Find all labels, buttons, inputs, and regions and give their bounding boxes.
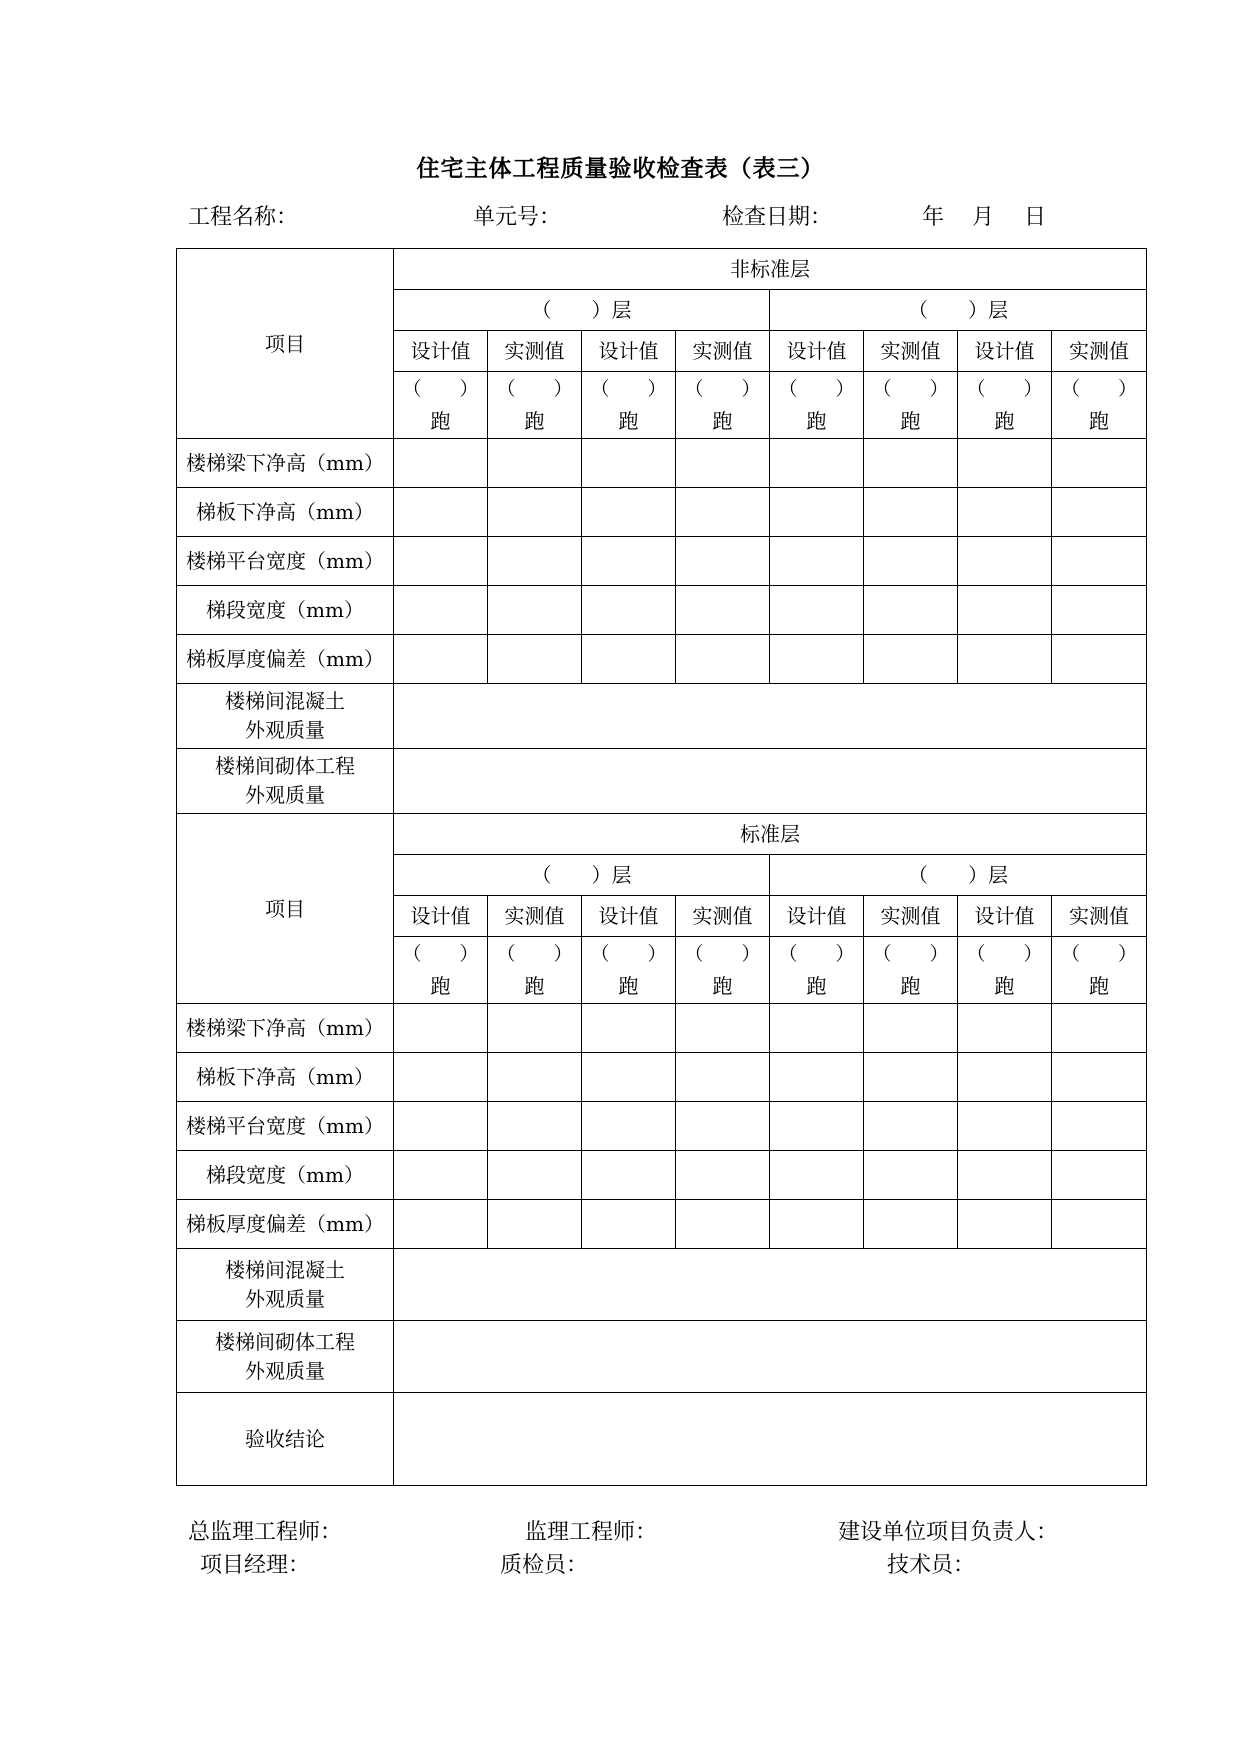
floor-label-cell: （ ）层 [394,855,770,896]
entry-cell[interactable] [488,635,582,684]
technician-label: 技术员： [887,1553,976,1578]
entry-cell[interactable] [770,537,864,586]
entry-cell[interactable] [770,1102,864,1151]
section-header-row [177,814,1147,855]
run-number-blank: （ ） [1060,378,1137,400]
quality-entry-cell[interactable] [394,1321,1147,1393]
entry-cell[interactable] [394,1004,488,1053]
quality-label-line: 外观质量 [245,783,325,807]
row-label: 楼梯梁下净高（mm） [177,1004,394,1053]
entry-cell[interactable] [770,1200,864,1249]
design-value-header: 设计值 [770,896,864,937]
run-label: 跑 [900,409,921,433]
table-row [177,1102,1147,1151]
entry-cell[interactable] [582,586,676,635]
project-manager-label: 项目经理： [200,1553,311,1578]
entry-cell[interactable] [958,1151,1052,1200]
quality-label-line: 楼梯间砌体工程 [215,754,355,778]
entry-cell[interactable] [864,1200,958,1249]
floor-label-cell: （ ）层 [770,290,1147,331]
entry-cell[interactable] [394,1151,488,1200]
date-month-label: 月 [972,205,995,230]
run-label-cell [394,937,488,1004]
quality-row [177,749,1147,814]
entry-cell[interactable] [770,1053,864,1102]
entry-cell[interactable] [676,1004,770,1053]
entry-cell[interactable] [864,488,958,537]
entry-cell[interactable] [582,1151,676,1200]
entry-cell[interactable] [394,586,488,635]
section-title-cell: 非标准层 [394,249,1147,290]
unit-number-label: 单元号： [473,205,562,230]
owner-lead-label: 建设单位项目负责人： [838,1520,1059,1545]
run-label: 跑 [1089,974,1109,998]
run-label-cell [676,937,770,1004]
entry-cell[interactable] [582,1004,676,1053]
entry-cell[interactable] [864,635,958,684]
entry-cell[interactable] [676,586,770,635]
run-number-blank: （ ） [402,378,479,400]
row-label: 楼梯平台宽度（mm） [177,1102,394,1151]
measured-value-header: 实测值 [1052,331,1147,372]
run-label-cell [864,372,958,439]
inspector-label: 质检员： [500,1553,589,1578]
project-name-label: 工程名称： [188,205,299,230]
entry-cell[interactable] [488,1004,582,1053]
quality-label-line: 楼梯间混凝土 [225,1257,345,1282]
table-row [177,1151,1147,1200]
quality-label-line: 外观质量 [245,1286,325,1311]
quality-label [177,684,394,749]
run-label: 跑 [430,409,451,433]
run-label: 跑 [900,974,921,998]
entry-cell[interactable] [394,635,488,684]
run-label: 跑 [712,409,733,433]
quality-row [177,1321,1147,1393]
table-body [177,249,1147,1486]
design-value-header: 设计值 [958,896,1052,937]
conclusion-label: 验收结论 [177,1393,394,1486]
measured-value-header: 实测值 [864,331,958,372]
quality-label-line: 外观质量 [245,718,325,742]
quality-label-line: 外观质量 [245,1358,325,1383]
run-number-blank: （ ） [684,943,761,965]
entry-cell[interactable] [958,1200,1052,1249]
entry-cell[interactable] [582,1053,676,1102]
run-label: 跑 [806,974,827,998]
run-number-blank: （ ） [402,943,479,965]
entry-cell[interactable] [394,537,488,586]
measured-value-header: 实测值 [488,896,582,937]
quality-label-line: 楼梯间混凝土 [225,689,345,713]
run-label-cell [488,937,582,1004]
entry-cell[interactable] [676,1151,770,1200]
entry-cell[interactable] [770,439,864,488]
entry-cell[interactable] [1052,635,1147,684]
entry-cell[interactable] [958,537,1052,586]
entry-cell[interactable] [676,635,770,684]
entry-cell[interactable] [864,1102,958,1151]
quality-entry-cell[interactable] [394,749,1147,814]
section-header-row [177,249,1147,290]
measured-value-header: 实测值 [488,331,582,372]
table-row [177,488,1147,537]
chief-supervisor-label: 总监理工程师： [188,1520,343,1545]
design-value-header: 设计值 [394,896,488,937]
measured-value-header: 实测值 [864,896,958,937]
date-year-label: 年 [922,205,945,230]
entry-cell[interactable] [488,439,582,488]
conclusion-entry-cell[interactable] [394,1393,1147,1486]
entry-cell[interactable] [770,1004,864,1053]
inspection-table [176,248,1147,1486]
supervisor-label: 监理工程师： [525,1520,658,1545]
entry-cell[interactable] [864,1151,958,1200]
design-value-header: 设计值 [958,331,1052,372]
quality-label [177,1249,394,1321]
run-number-blank: （ ） [778,943,855,965]
entry-cell[interactable] [676,1053,770,1102]
entry-cell[interactable] [582,537,676,586]
row-label: 梯段宽度（mm） [177,1151,394,1200]
table-row [177,1004,1147,1053]
entry-cell[interactable] [676,488,770,537]
quality-row [177,684,1147,749]
item-header-cell: 项目 [177,814,394,1004]
entry-cell[interactable] [958,1004,1052,1053]
entry-cell[interactable] [488,1102,582,1151]
design-value-header: 设计值 [582,896,676,937]
run-number-blank: （ ） [496,943,573,965]
entry-cell[interactable] [582,635,676,684]
entry-cell[interactable] [864,1053,958,1102]
run-label-cell [1052,937,1147,1004]
entry-cell[interactable] [394,439,488,488]
entry-cell[interactable] [488,1151,582,1200]
run-label: 跑 [994,974,1015,998]
run-number-blank: （ ） [966,378,1043,400]
entry-cell[interactable] [864,439,958,488]
entry-cell[interactable] [1052,1004,1147,1053]
entry-cell[interactable] [1052,586,1147,635]
design-value-header: 设计值 [770,331,864,372]
entry-cell[interactable] [770,1151,864,1200]
run-label-cell [770,372,864,439]
run-number-blank: （ ） [496,378,573,400]
table-row [177,586,1147,635]
table-row [177,537,1147,586]
run-label: 跑 [524,974,545,998]
run-label-cell [864,937,958,1004]
run-label: 跑 [994,409,1015,433]
entry-cell[interactable] [488,1053,582,1102]
entry-cell[interactable] [582,1200,676,1249]
run-number-blank: （ ） [966,943,1043,965]
entry-cell[interactable] [770,635,864,684]
entry-cell[interactable] [488,586,582,635]
entry-cell[interactable] [958,1053,1052,1102]
entry-cell[interactable] [488,1200,582,1249]
item-header-cell: 项目 [177,249,394,439]
run-label-cell [770,937,864,1004]
entry-cell[interactable] [394,1200,488,1249]
row-label: 楼梯平台宽度（mm） [177,537,394,586]
floor-label-cell: （ ）层 [770,855,1147,896]
run-number-blank: （ ） [590,943,667,965]
entry-cell[interactable] [1052,488,1147,537]
floor-label-cell: （ ）层 [394,290,770,331]
entry-cell[interactable] [488,537,582,586]
entry-cell[interactable] [676,1102,770,1151]
run-label: 跑 [618,974,639,998]
entry-cell[interactable] [488,488,582,537]
entry-cell[interactable] [770,488,864,537]
entry-cell[interactable] [676,1200,770,1249]
quality-label-line: 楼梯间砌体工程 [215,1329,355,1354]
run-label-cell [582,937,676,1004]
run-label-cell [582,372,676,439]
run-label: 跑 [712,974,733,998]
quality-row [177,1249,1147,1321]
entry-cell[interactable] [958,439,1052,488]
measured-value-header: 实测值 [676,331,770,372]
entry-cell[interactable] [958,488,1052,537]
entry-cell[interactable] [394,1053,488,1102]
entry-cell[interactable] [958,1102,1052,1151]
entry-cell[interactable] [582,1102,676,1151]
section-title-cell: 标准层 [394,814,1147,855]
run-label-cell [394,372,488,439]
run-label: 跑 [806,409,827,433]
row-label: 楼梯梁下净高（mm） [177,439,394,488]
table-row [177,439,1147,488]
entry-cell[interactable] [958,586,1052,635]
entry-cell[interactable] [394,488,488,537]
row-label: 梯板下净高（mm） [177,488,394,537]
form-title: 住宅主体工程质量验收检查表（表三） [416,155,825,182]
quality-entry-cell[interactable] [394,684,1147,749]
run-label-cell [676,372,770,439]
entry-cell[interactable] [676,537,770,586]
table-row [177,1053,1147,1102]
date-day-label: 日 [1024,205,1047,230]
entry-cell[interactable] [1052,1200,1147,1249]
run-number-blank: （ ） [872,378,949,400]
entry-cell[interactable] [1052,1053,1147,1102]
row-label: 梯段宽度（mm） [177,586,394,635]
entry-cell[interactable] [958,635,1052,684]
run-number-blank: （ ） [872,943,949,965]
run-number-blank: （ ） [684,378,761,400]
entry-cell[interactable] [1052,439,1147,488]
quality-label [177,749,394,814]
design-value-header: 设计值 [394,331,488,372]
run-number-blank: （ ） [778,378,855,400]
entry-cell[interactable] [582,439,676,488]
run-label: 跑 [430,974,451,998]
entry-cell[interactable] [864,1004,958,1053]
row-label: 梯板下净高（mm） [177,1053,394,1102]
run-label-cell [1052,372,1147,439]
entry-cell[interactable] [864,586,958,635]
table-row [177,635,1147,684]
run-label-cell [958,372,1052,439]
entry-cell[interactable] [394,1102,488,1151]
entry-cell[interactable] [582,488,676,537]
row-label: 梯板厚度偏差（mm） [177,635,394,684]
design-value-header: 设计值 [582,331,676,372]
quality-label [177,1321,394,1393]
entry-cell[interactable] [864,537,958,586]
check-date-label: 检查日期： [722,205,833,230]
measured-value-header: 实测值 [676,896,770,937]
conclusion-row [177,1393,1147,1486]
measured-value-header: 实测值 [1052,896,1147,937]
run-label-cell [488,372,582,439]
run-label: 跑 [618,409,639,433]
run-number-blank: （ ） [1060,943,1137,965]
quality-entry-cell[interactable] [394,1249,1147,1321]
entry-cell[interactable] [1052,537,1147,586]
run-label: 跑 [1089,409,1109,433]
entry-cell[interactable] [1052,1102,1147,1151]
table-row [177,1200,1147,1249]
entry-cell[interactable] [770,586,864,635]
run-label: 跑 [524,409,545,433]
run-number-blank: （ ） [590,378,667,400]
entry-cell[interactable] [1052,1151,1147,1200]
row-label: 梯板厚度偏差（mm） [177,1200,394,1249]
run-label-cell [958,937,1052,1004]
entry-cell[interactable] [676,439,770,488]
